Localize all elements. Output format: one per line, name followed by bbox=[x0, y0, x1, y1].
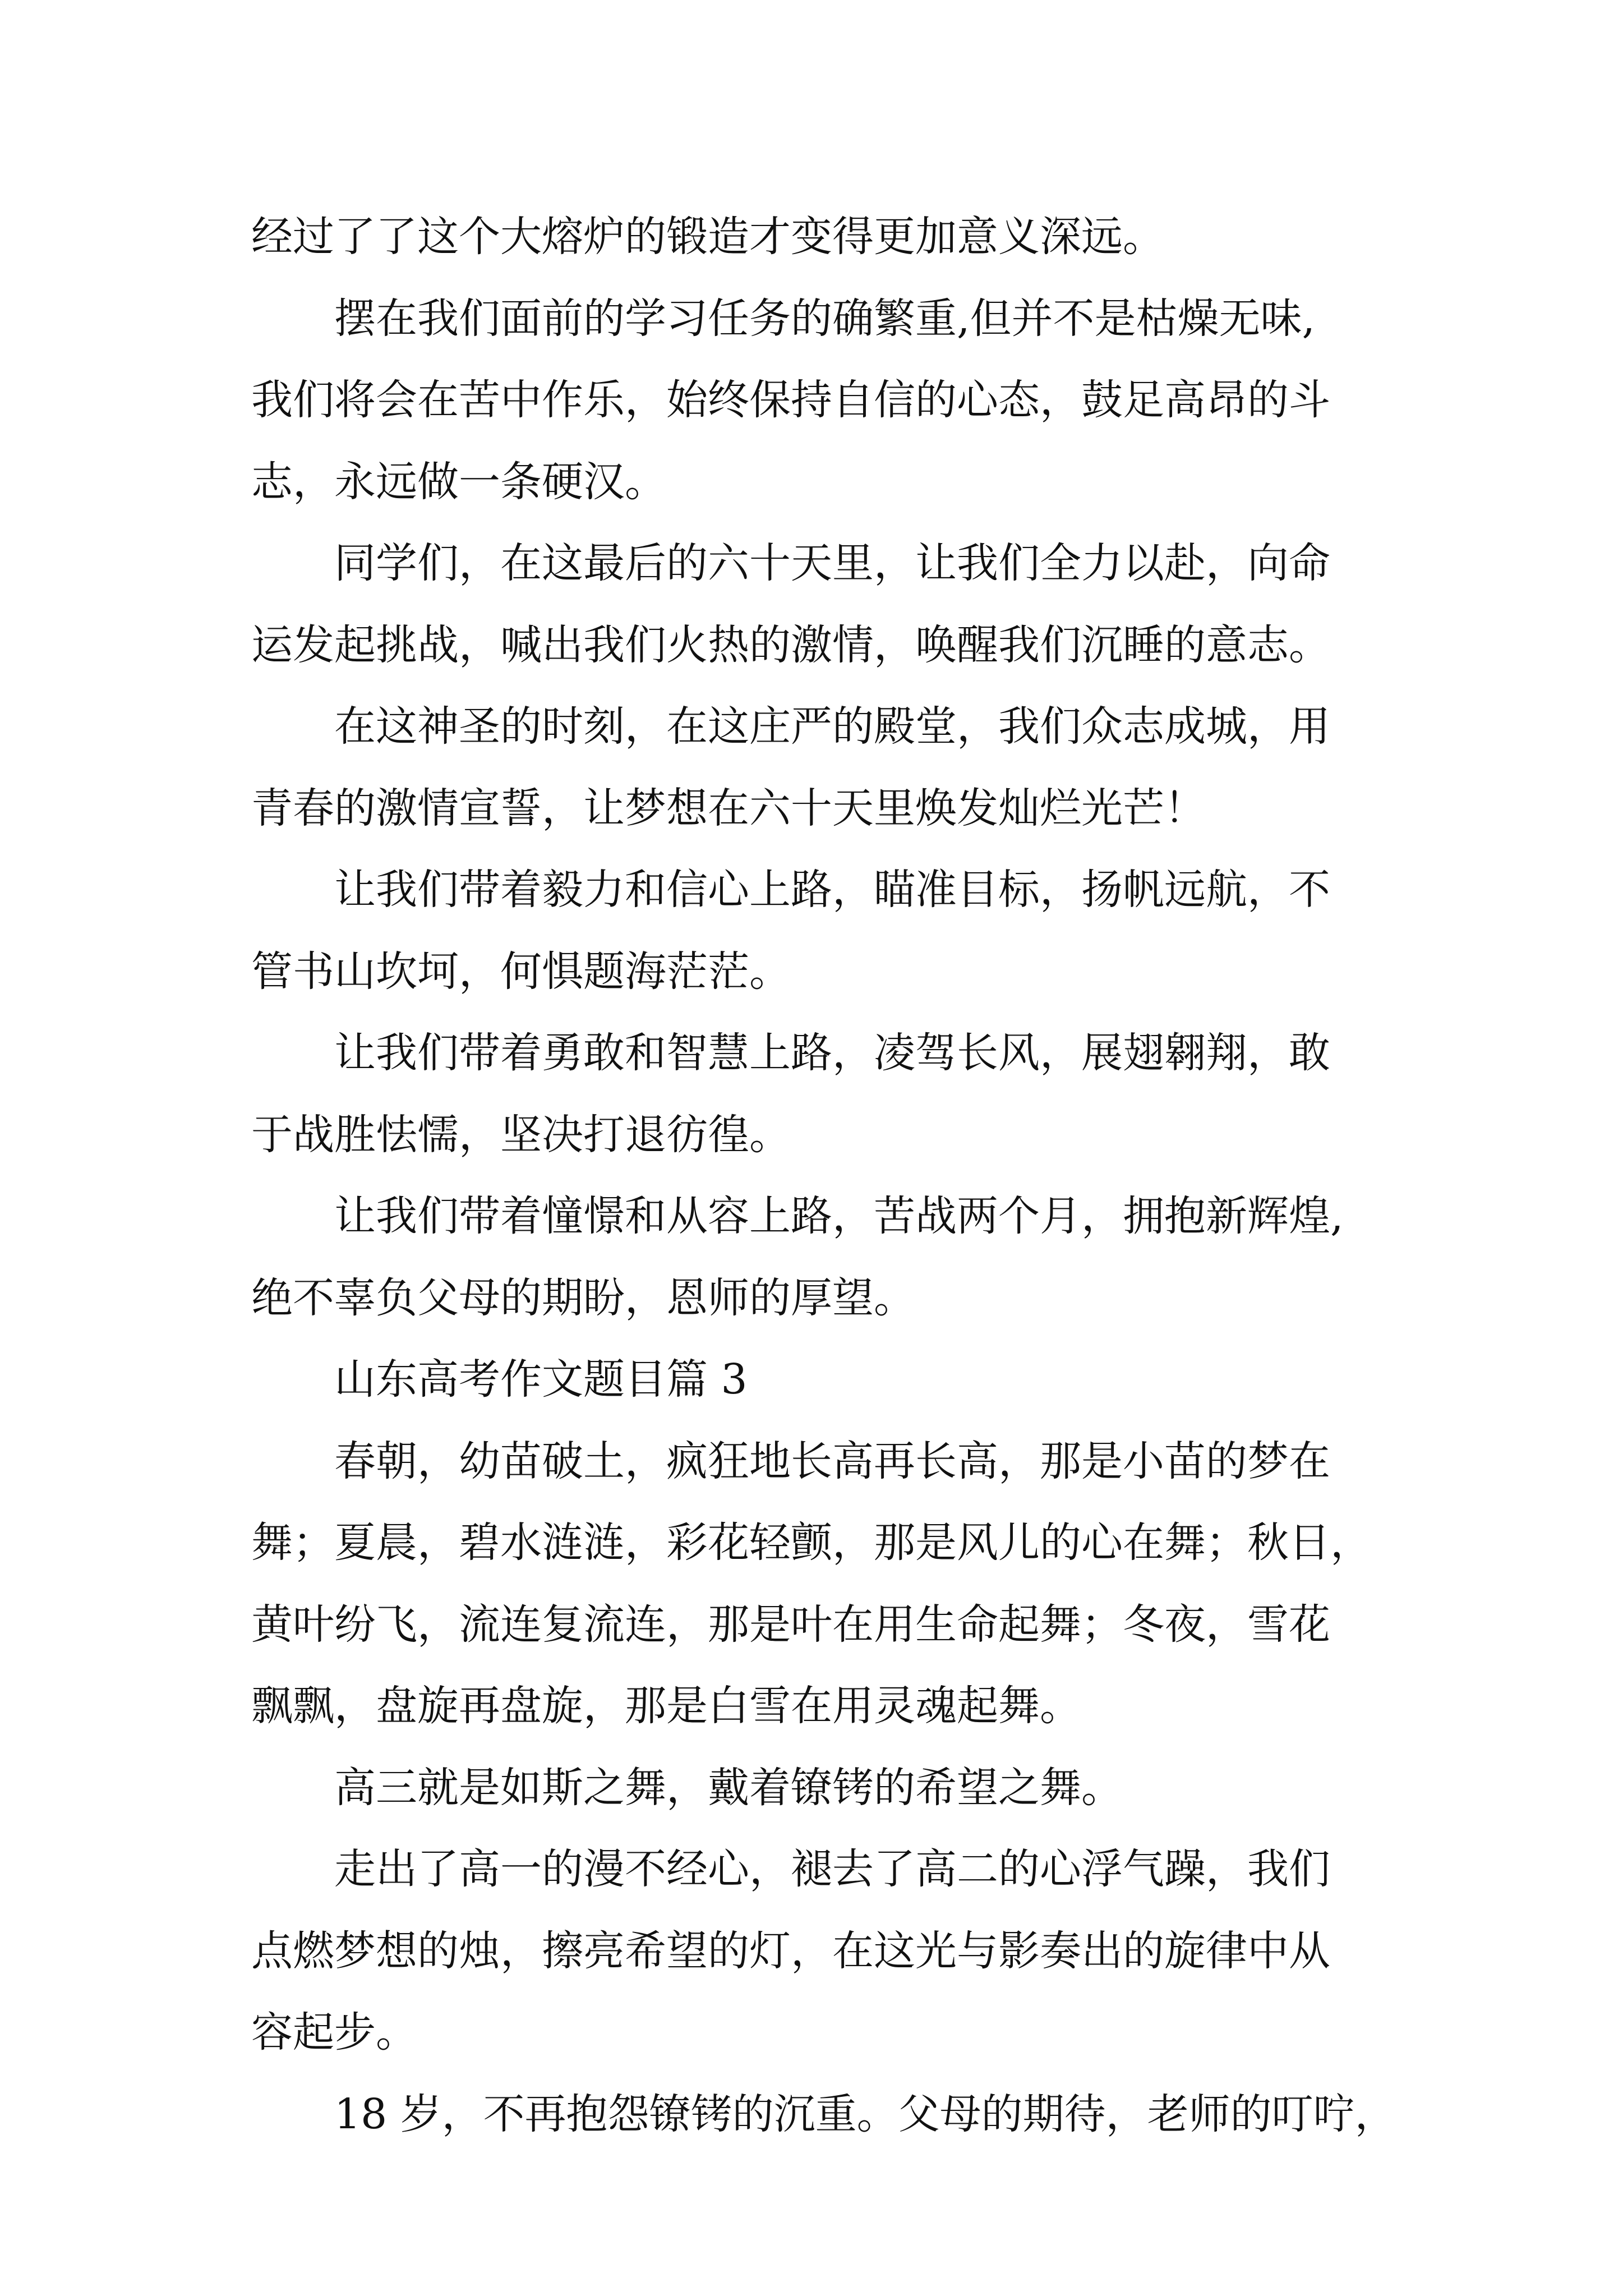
text-line: 让我们带着憧憬和从容上路，苦战两个月，拥抱新辉煌, bbox=[334, 1192, 1344, 1240]
text-line: 飘飘，盘旋再盘旋，那是白雪在用灵魂起舞。 bbox=[251, 1682, 1081, 1730]
text-line: 志，永远做一条硬汉。 bbox=[251, 457, 666, 506]
text-line: 同学们，在这最后的六十天里，让我们全力以赴，向命 bbox=[334, 539, 1330, 587]
text-line: 管书山坎坷，何惧题海茫茫。 bbox=[251, 947, 791, 996]
text-line: 绝不辜负父母的期盼，恩师的厚望。 bbox=[251, 1273, 915, 1322]
text-line: 摆在我们面前的学习任务的确繁重,但并不是枯燥无味, bbox=[334, 294, 1316, 343]
text-line: 高三就是如斯之舞，戴着镣铐的希望之舞。 bbox=[334, 1763, 1123, 1812]
text-line: 让我们带着毅力和信心上路，瞄准目标，扬帆远航，不 bbox=[334, 866, 1330, 914]
text-line: 于战胜怯懦，坚决打退彷徨。 bbox=[251, 1110, 791, 1159]
text-line: 走出了高一的漫不经心，褪去了高二的心浮气躁，我们 bbox=[334, 1845, 1330, 1893]
text-line: 春朝，幼苗破土，疯狂地长高再长高，那是小苗的梦在 bbox=[334, 1437, 1330, 1485]
text-line: 容起步。 bbox=[251, 2008, 417, 2056]
text-line: 在这神圣的时刻，在这庄严的殿堂，我们众志成城，用 bbox=[334, 702, 1330, 751]
text-line: 黄叶纷飞，流连复流连，那是叶在用生命起舞；冬夜，雪花 bbox=[251, 1600, 1330, 1649]
text-line: 舞；夏晨，碧水涟涟，彩花轻颤，那是风儿的心在舞；秋日， bbox=[251, 1519, 1372, 1567]
text-line: 青春的激情宣誓，让梦想在六十天里焕发灿烂光芒！ bbox=[251, 784, 1206, 832]
section-heading: 山东高考作文题目篇 3 bbox=[334, 1355, 748, 1404]
text-line: 我们将会在苦中作乐，始终保持自信的心态，鼓足高昂的斗 bbox=[251, 376, 1330, 424]
text-line: 让我们带着勇敢和智慧上路，凌驾长风，展翅翱翔，敢 bbox=[334, 1029, 1330, 1077]
document-body bbox=[251, 196, 1423, 2155]
text-line: 18 岁，不再抱怨镣铐的沉重。父母的期待，老师的叮咛， bbox=[334, 2090, 1396, 2138]
text-line: 经过了了这个大熔炉的锻造才变得更加意义深远。 bbox=[251, 213, 1164, 261]
text-line: 运发起挑战，喊出我们火热的激情，唤醒我们沉睡的意志。 bbox=[251, 620, 1330, 669]
text-line: 点燃梦想的烛，擦亮希望的灯，在这光与影奏出的旋律中从 bbox=[251, 1926, 1330, 1975]
